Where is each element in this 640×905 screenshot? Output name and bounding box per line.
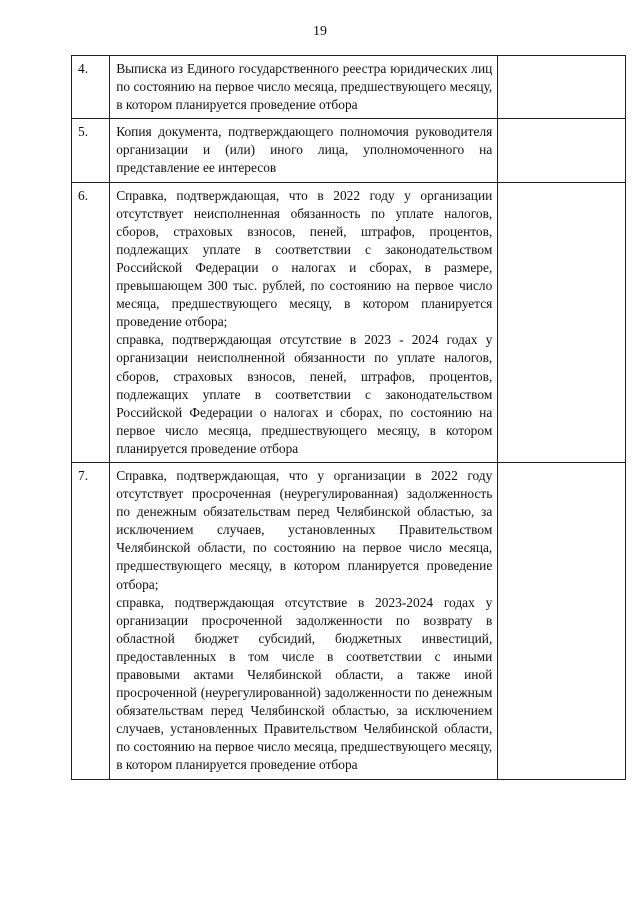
row-paragraph: Справка, подтверждающая, что в 2022 году у организации отсутствует неисполненная обязанность по уплате налогов, сборов, страховых взносов, пеней, штрафов, процентов, подлежащих уплате в соответствии с законодательством Российской Федерации о налогах и сборах, в размере, превышающем 300 тыс. рублей, по состоянию на первое число месяца, предшествующего месяцу, в котором планируется проведение отбора; [116, 187, 493, 330]
row-number: 7. [72, 462, 110, 779]
row-paragraph: Выписка из Единого государственного реестра юридических лиц по состоянию на первое число месяца, предшествующего месяцу, в котором планируется проведение отбора [116, 61, 493, 113]
row-number: 4. [72, 56, 110, 119]
table-row [72, 56, 626, 119]
table-row [72, 182, 626, 462]
row-empty-cell [498, 182, 626, 462]
row-description [110, 119, 498, 182]
row-description [110, 182, 498, 462]
row-description [110, 462, 498, 779]
table-row [72, 462, 626, 779]
row-paragraph: Справка, подтверждающая, что у организации в 2022 году отсутствует просроченная (неурегулированная) задолженность по денежным обязательствам перед Челябинской областью, за исключением случаев, установленных Правительством Челябинской области, по состоянию на первое число месяца, предшествующего месяцу, в котором планируется проведение отбора; [116, 467, 493, 592]
row-paragraph: справка, подтверждающая отсутствие в 2023-2024 годах у организации просроченной задолженности по возврату в областной бюджет субсидий, бюджетных инвестиций, предоставленных в том числе в соответствии с иными правовыми актами Челябинской области, а также иной просроченной (неурегулированной) задолженности по денежным обязательствам перед Челябинской областью, за исключением случаев, установленных Правительством Челябинской области, по состоянию на первое число месяца, предшествующего месяцу, в котором планируется проведение отбора [116, 594, 493, 773]
row-paragraph: Копия документа, подтверждающего полномочия руководителя организации и (или) иного лица, уполномоченного на представление ее интересов [116, 124, 493, 176]
row-empty-cell [498, 119, 626, 182]
row-paragraph: справка, подтверждающая отсутствие в 2023 - 2024 годах у организации неисполненной обязанности по уплате налогов, сборов, страховых взносов, пеней, штрафов, процентов, подлежащих уплате в соответствии с законодательством Российской Федерации о налогах и сборах, по состоянию на первое число месяца, предшествующего месяцу, в котором планируется проведение отбора [116, 332, 493, 456]
table-row [72, 119, 626, 182]
row-empty-cell [498, 56, 626, 119]
row-number: 6. [72, 182, 110, 462]
row-description [110, 56, 498, 119]
documents-table [71, 55, 626, 780]
row-number: 5. [72, 119, 110, 182]
page-number: 19 [313, 24, 327, 39]
row-empty-cell [498, 462, 626, 779]
